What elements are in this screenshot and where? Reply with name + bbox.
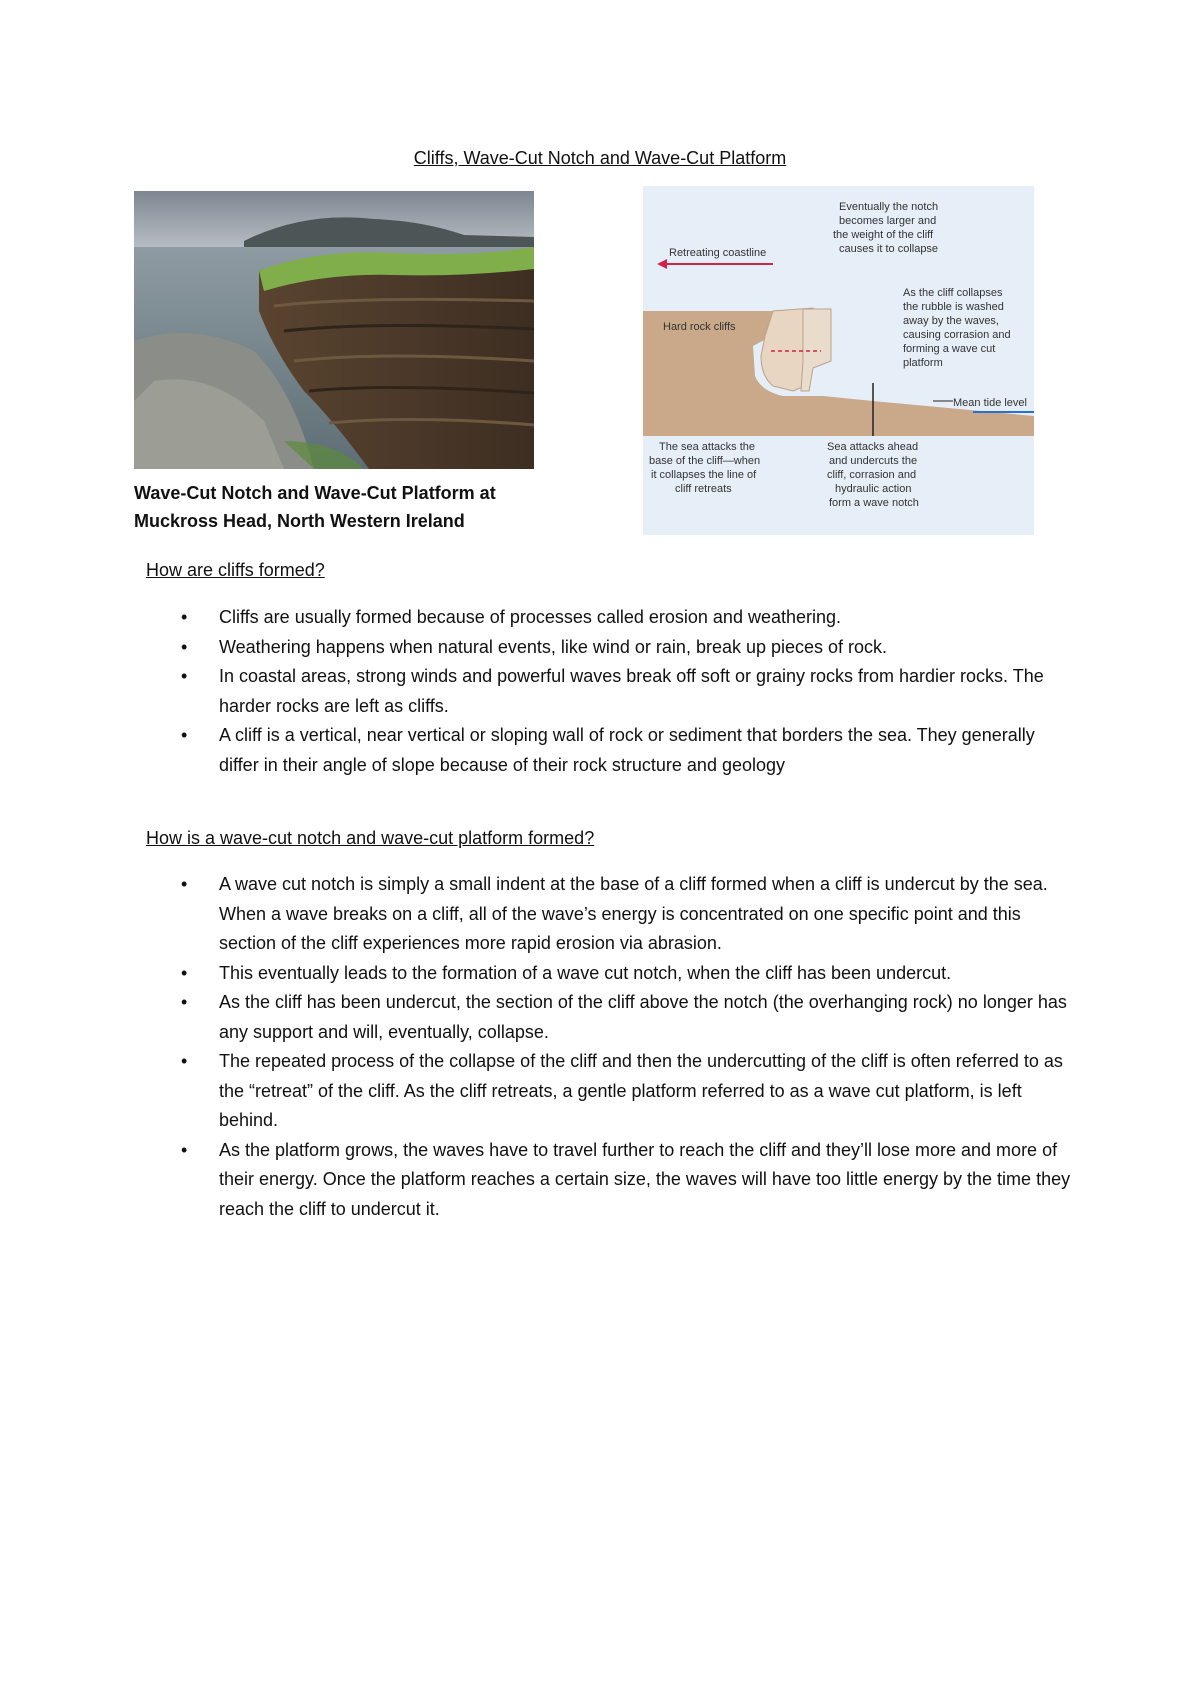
cliffs-bullet-list bbox=[146, 603, 1076, 780]
label-sea-attacks-base: base of the cliff—when bbox=[649, 455, 761, 467]
label-notch-collapse: the weight of the cliff bbox=[833, 229, 934, 241]
label-undercuts: cliff, corrasion and bbox=[827, 469, 917, 481]
list-item: • As the platform grows, the waves have to travel further to reach the cliff and they’ll lose more and more of their energy. Once the platform reaches a certain size, the waves will have too little energy by the time they reach the cliff to undercut it. bbox=[146, 1136, 1076, 1225]
label-retreating-coastline: Retreating coastline bbox=[669, 247, 767, 259]
label-hard-rock-cliffs: Hard rock cliffs bbox=[663, 321, 736, 333]
list-item: • As the cliff has been undercut, the section of the cliff above the notch (the overhanging rock) no longer has any support and will, eventually, collapse. bbox=[146, 988, 1076, 1047]
cliff-photo bbox=[134, 191, 534, 469]
list-item: • Weathering happens when natural events, like wind or rain, break up pieces of rock. bbox=[146, 633, 1076, 663]
list-item: • A wave cut notch is simply a small indent at the base of a cliff formed when a cliff is undercut by the sea. When a wave breaks on a cliff, all of the wave’s energy is concentrated on one specific point and this section of the cliff experiences more rapid erosion via abrasion. bbox=[146, 870, 1076, 959]
label-sea-attacks-base: it collapses the line of bbox=[651, 469, 757, 481]
photo-caption bbox=[134, 479, 554, 535]
section-heading-wave-cut: How is a wave-cut notch and wave-cut platform formed? bbox=[146, 828, 595, 848]
label-undercuts: Sea attacks ahead bbox=[827, 441, 919, 453]
label-notch-collapse: Eventually the notch bbox=[839, 201, 939, 213]
label-rubble: the rubble is washed bbox=[903, 301, 1004, 313]
collapsing-block-shape bbox=[801, 309, 831, 391]
label-undercuts: and undercuts the bbox=[829, 455, 918, 467]
section-heading-cliffs: How are cliffs formed? bbox=[146, 560, 325, 580]
label-sea-attacks-base: cliff retreats bbox=[675, 483, 732, 495]
label-rubble: forming a wave cut bbox=[903, 343, 996, 355]
list-item: • Cliffs are usually formed because of processes called erosion and weathering. bbox=[146, 603, 1076, 633]
photo-caption-line: Wave-Cut Notch and Wave-Cut Platform at bbox=[134, 483, 496, 503]
wave-cut-bullet-list bbox=[146, 870, 1076, 1224]
label-undercuts: hydraulic action bbox=[835, 483, 912, 495]
list-item: • This eventually leads to the formation of a wave cut notch, when the cliff has been undercut. bbox=[146, 959, 1076, 989]
wave-cut-diagram bbox=[643, 186, 1034, 535]
list-item: • In coastal areas, strong winds and powerful waves break off soft or grainy rocks from hardier rocks. The harder rocks are left as cliffs. bbox=[146, 662, 1076, 721]
retreat-arrowhead bbox=[657, 259, 667, 269]
list-item: • A cliff is a vertical, near vertical or sloping wall of rock or sediment that borders the sea. They generally differ in their angle of slope because of their rock structure and geology bbox=[146, 721, 1076, 780]
label-rubble: causing corrasion and bbox=[903, 329, 1011, 341]
document-title: Cliffs, Wave-Cut Notch and Wave-Cut Platform bbox=[413, 148, 787, 168]
label-rubble: away by the waves, bbox=[903, 315, 999, 327]
label-notch-collapse: becomes larger and bbox=[839, 215, 937, 227]
photo-caption-line: Muckross Head, North Western Ireland bbox=[134, 511, 465, 531]
label-mean-tide-level: Mean tide level bbox=[953, 397, 1027, 409]
label-rubble: As the cliff collapses bbox=[903, 287, 1003, 299]
label-notch-collapse: causes it to collapse bbox=[839, 243, 939, 255]
label-sea-attacks-base: The sea attacks the bbox=[659, 441, 755, 453]
list-item: • The repeated process of the collapse of the cliff and then the undercutting of the cliff is often referred to as the “retreat” of the cliff. As the cliff retreats, a gentle platform referred to as a wave cut platform, is left behind. bbox=[146, 1047, 1076, 1136]
label-rubble: platform bbox=[903, 357, 943, 369]
label-undercuts: form a wave notch bbox=[829, 497, 919, 509]
